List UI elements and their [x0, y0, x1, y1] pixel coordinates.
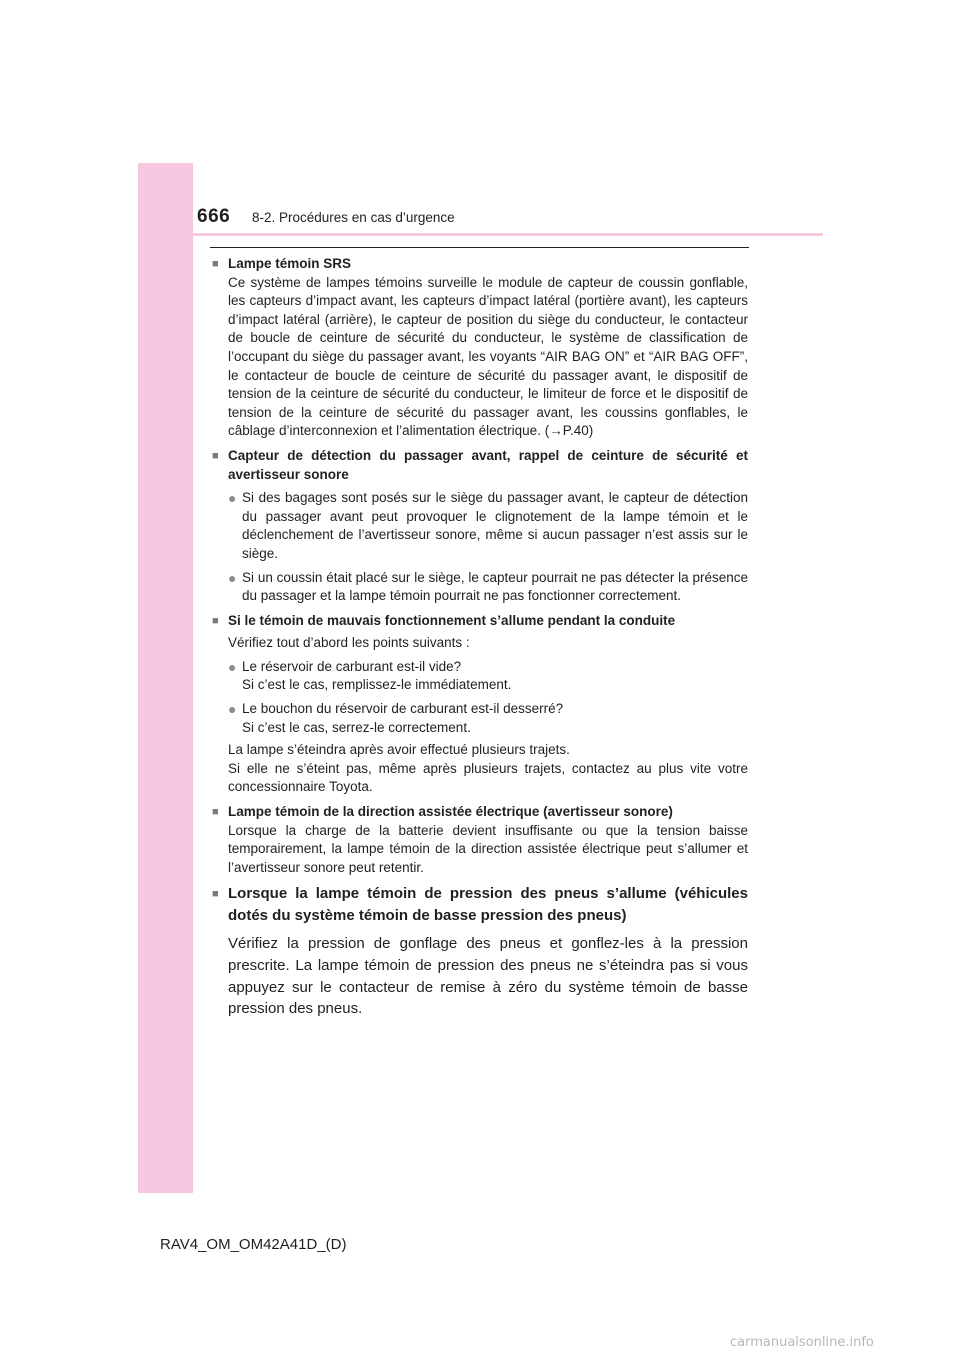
- section-tire-pressure: [212, 883, 748, 1019]
- document-code: RAV4_OM_OM42A41D_(D): [160, 1236, 347, 1253]
- list-item: ● Si des bagages sont posés sur le siège du passager avant, le capteur de détection du passager avant peut provoquer le clignotement de la lampe témoin et le déclenchement de l’avertisseur sonore, même si aucun passager n’est assis sur le siège.: [228, 489, 748, 563]
- square-bullet-icon: ■: [212, 449, 219, 462]
- square-bullet-icon: ■: [212, 888, 219, 901]
- section-heading: Si le témoin de mauvais fonctionnement s’allume pendant la conduite: [228, 612, 676, 628]
- square-bullet-icon: ■: [212, 806, 219, 819]
- circle-bullet-icon: ●: [228, 490, 237, 507]
- circle-bullet-icon: ●: [228, 658, 237, 675]
- section-malfunction: [212, 612, 748, 797]
- circle-bullet-icon: ●: [228, 701, 237, 718]
- section-body: Lorsque la charge de la batterie devient insuffisante ou que la tension baisse temporairement, la lampe témoin de la direction assistée électrique peut s’allumer et l’avertisseur sonore peut retentir.: [228, 822, 748, 875]
- content-top-rule: [210, 247, 749, 248]
- square-bullet-icon: ■: [212, 614, 219, 627]
- section-heading: Capteur de détection du passager avant, rappel de ceinture de sécurité et avertisseur sonore: [228, 447, 748, 482]
- list-item: ● Le réservoir de carburant est-il vide? Si c’est le cas, remplissez-le immédiatement.: [228, 658, 748, 695]
- page-number: 666: [197, 206, 231, 227]
- pink-side-tab: [138, 163, 193, 1193]
- section-heading: Lorsque la lampe témoin de pression des pneus s’allume (véhicules dotés du système témoin de basse pression des pneus): [228, 885, 748, 925]
- main-content: [212, 255, 748, 1026]
- circle-bullet-icon: ●: [228, 569, 237, 586]
- list-item: ● Si un coussin était placé sur le siège, le capteur pourrait ne pas détecter la présence du passager et la lampe témoin pourrait ne pas fonctionner correctement.: [228, 569, 748, 606]
- header-pink-rule: [193, 233, 823, 236]
- square-bullet-icon: ■: [212, 258, 219, 270]
- section-body: Vérifiez la pression de gonflage des pneus et gonflez-les à la pression prescrite. La lampe témoin de pression des pneus ne s’éteindra pas si vous appuyez sur le contacteur de remise à zéro du système témoin de basse pression des pneus.: [228, 935, 748, 1018]
- section-note: La lampe s’éteindra après avoir effectué plusieurs trajets. Si elle ne s’éteint pas, même après plusieurs trajets, contactez au plus vite votre concessionnaire Toyota.: [228, 742, 748, 795]
- section-heading: Lampe témoin de la direction assistée électrique (avertisseur sonore): [228, 804, 673, 820]
- section-intro: Vérifiez tout d’abord les points suivants :: [228, 635, 470, 651]
- section-srs: [212, 255, 748, 441]
- section-heading: Lampe témoin SRS: [228, 256, 352, 271]
- watermark: carmanualsonline.info: [730, 1335, 874, 1350]
- section-title: 8-2. Procédures en cas d’urgence: [252, 210, 455, 225]
- section-passenger-sensor: [212, 447, 748, 606]
- section-power-steering: [212, 803, 748, 877]
- section-body: Ce système de lampes témoins surveille le module de capteur de coussin gonflable, les capteurs d’impact avant, les capteurs d’impact latéral (portière avant), les capteurs d’impact latéral (arrière), le capteur de position du siège du conducteur, le contacteur de boucle de ceinture de sécurité du conducteur, le système de classification de l’occupant du siège du passager avant, les voyants “AIR BAG ON” et “AIR BAG OFF”, le contacteur de boucle de ceinture de sécurité du passager avant, le dispositif de tension de la ceinture de sécurité du conducteur, le limiteur de force et le dispositif de tension de la ceinture de sécurité du passager avant, les coussins gonflables, le câblage d’interconnexion et l’alimentation électrique. (→P.40): [228, 274, 748, 439]
- list-item: ● Le bouchon du réservoir de carburant est-il desserré? Si c’est le cas, serrez-le correctement.: [228, 700, 748, 737]
